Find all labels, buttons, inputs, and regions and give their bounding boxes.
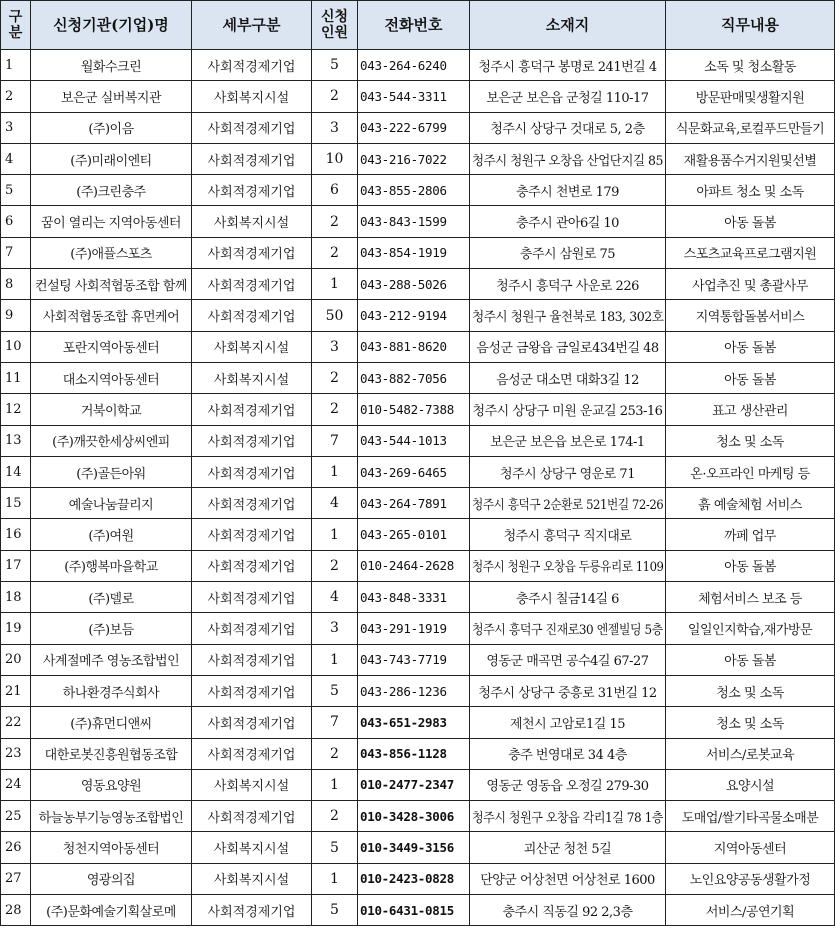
phone-number: 043-288-5026 <box>358 269 470 300</box>
location: 충주시 직동길 92 2,3층 <box>470 895 666 926</box>
table-row <box>1 143 835 174</box>
location: 청주시 흥덕구 봉명로 241번길 4 <box>470 50 666 81</box>
applicant-count: 2 <box>312 362 358 393</box>
duty-description: 까페 업무 <box>666 519 835 550</box>
applicant-count: 3 <box>312 112 358 143</box>
row-number: 24 <box>1 769 31 800</box>
phone-number: 043-216-7022 <box>358 143 470 174</box>
duty-description: 아동 돌봄 <box>666 206 835 237</box>
row-number: 6 <box>1 206 31 237</box>
category: 사회적경제기업 <box>192 550 312 581</box>
category: 사회복지시설 <box>192 331 312 362</box>
row-number: 7 <box>1 237 31 268</box>
phone-number: 010-3428-3006 <box>358 801 470 832</box>
category: 사회적경제기업 <box>192 895 312 926</box>
phone-number: 043-854-1919 <box>358 237 470 268</box>
location: 청주시 흥덕구 사운로 226 <box>470 269 666 300</box>
table-row <box>1 331 835 362</box>
org-name: 영동요양원 <box>31 769 192 800</box>
duty-description: 소독 및 청소활동 <box>666 50 835 81</box>
duty-description: 아파트 청소 및 소독 <box>666 175 835 206</box>
duty-description: 방문판매및생활지원 <box>666 81 835 112</box>
category: 사회적경제기업 <box>192 519 312 550</box>
applicant-count: 2 <box>312 550 358 581</box>
phone-number: 043-291-1919 <box>358 613 470 644</box>
duty-description: 아동 돌봄 <box>666 362 835 393</box>
phone-number: 043-264-6240 <box>358 50 470 81</box>
table-row <box>1 175 835 206</box>
applicant-count: 7 <box>312 425 358 456</box>
location: 청주시 청원구 율천북로 183, 302호 <box>470 300 666 331</box>
table-row <box>1 801 835 832</box>
row-number: 27 <box>1 863 31 894</box>
org-name: 청천지역아동센터 <box>31 832 192 863</box>
header-no: 구분 <box>1 1 31 50</box>
row-number: 8 <box>1 269 31 300</box>
org-name: 하나환경주식회사 <box>31 675 192 706</box>
applicant-count: 4 <box>312 582 358 613</box>
applicant-count: 5 <box>312 895 358 926</box>
category: 사회적경제기업 <box>192 394 312 425</box>
category: 사회적경제기업 <box>192 300 312 331</box>
duty-description: 지역통합돌봄서비스 <box>666 300 835 331</box>
phone-number: 043-265-0101 <box>358 519 470 550</box>
category: 사회적경제기업 <box>192 50 312 81</box>
applicant-count: 1 <box>312 644 358 675</box>
category: 사회복지시설 <box>192 863 312 894</box>
applicant-count: 50 <box>312 300 358 331</box>
duty-description: 서비스/공연기획 <box>666 895 835 926</box>
location: 음성군 금왕읍 금일로434번길 48 <box>470 331 666 362</box>
org-name: 꿈이 열리는 지역아동센터 <box>31 206 192 237</box>
applicant-count: 10 <box>312 143 358 174</box>
location: 청주시 청원구 오창읍 산업단지길 85 <box>470 143 666 174</box>
location: 청주시 상당구 미원 운교길 253-16 <box>470 394 666 425</box>
table-row <box>1 738 835 769</box>
row-number: 3 <box>1 112 31 143</box>
row-number: 13 <box>1 425 31 456</box>
category: 사회복지시설 <box>192 362 312 393</box>
category: 사회적경제기업 <box>192 613 312 644</box>
location: 충주시 삼원로 75 <box>470 237 666 268</box>
category: 사회적경제기업 <box>192 644 312 675</box>
duty-description: 흙 예술체험 서비스 <box>666 488 835 519</box>
duty-description: 요양시설 <box>666 769 835 800</box>
phone-number: 043-212-9194 <box>358 300 470 331</box>
header-row <box>1 1 835 50</box>
org-name: (주)행복마을학교 <box>31 550 192 581</box>
location: 청주시 흥덕구 2순환로 521번길 72-26 <box>470 488 666 519</box>
row-number: 22 <box>1 707 31 738</box>
location: 제천시 고암로1길 15 <box>470 707 666 738</box>
duty-description: 표고 생산관리 <box>666 394 835 425</box>
duty-description: 도매업/쌀기타곡물소매분 <box>666 801 835 832</box>
phone-number: 043-843-1599 <box>358 206 470 237</box>
table-row <box>1 582 835 613</box>
category: 사회적경제기업 <box>192 675 312 706</box>
category: 사회적경제기업 <box>192 582 312 613</box>
location: 영동군 매곡면 공수4길 67-27 <box>470 644 666 675</box>
table-row <box>1 237 835 268</box>
phone-number: 043-544-1013 <box>358 425 470 456</box>
row-number: 10 <box>1 331 31 362</box>
org-name: 대소지역아동센터 <box>31 362 192 393</box>
category: 사회적경제기업 <box>192 488 312 519</box>
applicant-count: 2 <box>312 81 358 112</box>
duty-description: 재활용품수거지원및선별 <box>666 143 835 174</box>
phone-number: 043-222-6799 <box>358 112 470 143</box>
row-number: 26 <box>1 832 31 863</box>
table-row <box>1 707 835 738</box>
org-name: 예술나눔끌리지 <box>31 488 192 519</box>
table-row <box>1 769 835 800</box>
applicant-count: 1 <box>312 519 358 550</box>
row-number: 11 <box>1 362 31 393</box>
row-number: 17 <box>1 550 31 581</box>
table-row <box>1 394 835 425</box>
category: 사회적경제기업 <box>192 707 312 738</box>
org-name: 포란지역아동센터 <box>31 331 192 362</box>
duty-description: 체험서비스 보조 등 <box>666 582 835 613</box>
phone-number: 010-3449-3156 <box>358 832 470 863</box>
header-duty: 직무내용 <box>666 1 835 50</box>
org-name: (주)문화예술기획살로메 <box>31 895 192 926</box>
category: 사회적경제기업 <box>192 175 312 206</box>
row-number: 15 <box>1 488 31 519</box>
row-number: 19 <box>1 613 31 644</box>
phone-number: 043-286-1236 <box>358 675 470 706</box>
row-number: 4 <box>1 143 31 174</box>
table-row <box>1 895 835 926</box>
row-number: 14 <box>1 456 31 487</box>
org-name: 거북이학교 <box>31 394 192 425</box>
phone-number: 043-856-1128 <box>358 738 470 769</box>
phone-number: 010-2464-2628 <box>358 550 470 581</box>
row-number: 12 <box>1 394 31 425</box>
phone-number: 043-544-3311 <box>358 81 470 112</box>
applicant-count: 1 <box>312 863 358 894</box>
location: 괴산군 청천 5길 <box>470 832 666 863</box>
duty-description: 청소 및 소독 <box>666 675 835 706</box>
applicant-count: 2 <box>312 801 358 832</box>
org-name: (주)보듬 <box>31 613 192 644</box>
applicant-count: 5 <box>312 832 358 863</box>
category: 사회복지시설 <box>192 81 312 112</box>
org-name: (주)미래이엔티 <box>31 143 192 174</box>
location: 영동군 영동읍 오정길 279-30 <box>470 769 666 800</box>
table-row <box>1 550 835 581</box>
org-name: 보은군 실버복지관 <box>31 81 192 112</box>
applicant-count: 2 <box>312 206 358 237</box>
category: 사회복지시설 <box>192 832 312 863</box>
org-name: 하늘농부기능영농조합법인 <box>31 801 192 832</box>
duty-description: 아동 돌봄 <box>666 550 835 581</box>
location: 청주시 청원구 오창읍 각리1길 78 1층 <box>470 801 666 832</box>
applicant-count: 2 <box>312 738 358 769</box>
phone-number: 043-269-6465 <box>358 456 470 487</box>
duty-description: 청소 및 소독 <box>666 707 835 738</box>
phone-number: 010-2477-2347 <box>358 769 470 800</box>
applicant-count: 7 <box>312 707 358 738</box>
phone-number: 043-881-8620 <box>358 331 470 362</box>
table-row <box>1 832 835 863</box>
location: 충주시 관아6길 10 <box>470 206 666 237</box>
table-row <box>1 425 835 456</box>
table-row <box>1 81 835 112</box>
location: 청주시 청원구 오창읍 두릉유리로 1109 <box>470 550 666 581</box>
duty-description: 일일인지학습,재가방문 <box>666 613 835 644</box>
row-number: 2 <box>1 81 31 112</box>
phone-number: 043-651-2983 <box>358 707 470 738</box>
phone-number: 043-264-7891 <box>358 488 470 519</box>
duty-description: 사업추진 및 총괄사무 <box>666 269 835 300</box>
applicant-count: 1 <box>312 269 358 300</box>
row-number: 5 <box>1 175 31 206</box>
org-name: 컨설팅 사회적협동조합 함께 <box>31 269 192 300</box>
applicant-count: 5 <box>312 50 358 81</box>
org-name: (주)델로 <box>31 582 192 613</box>
table-row <box>1 675 835 706</box>
applicant-count: 6 <box>312 175 358 206</box>
row-number: 25 <box>1 801 31 832</box>
phone-number: 010-6431-0815 <box>358 895 470 926</box>
applicant-count: 4 <box>312 488 358 519</box>
header-count: 신청인원 <box>312 1 358 50</box>
table-row <box>1 269 835 300</box>
applicant-count: 1 <box>312 769 358 800</box>
org-name: (주)애플스포츠 <box>31 237 192 268</box>
location: 보은군 보은읍 보은로 174-1 <box>470 425 666 456</box>
row-number: 23 <box>1 738 31 769</box>
category: 사회적경제기업 <box>192 269 312 300</box>
table-row <box>1 644 835 675</box>
org-name: 월화수크린 <box>31 50 192 81</box>
location: 충주 번영대로 34 4층 <box>470 738 666 769</box>
category: 사회적경제기업 <box>192 456 312 487</box>
location: 충주시 천변로 179 <box>470 175 666 206</box>
org-name: 영광의집 <box>31 863 192 894</box>
table-row <box>1 519 835 550</box>
row-number: 16 <box>1 519 31 550</box>
org-name: 사계절메주 영농조합법인 <box>31 644 192 675</box>
org-name: (주)여원 <box>31 519 192 550</box>
header-category: 세부구분 <box>192 1 312 50</box>
phone-number: 043-743-7719 <box>358 644 470 675</box>
applicant-count: 2 <box>312 394 358 425</box>
duty-description: 지역아동센터 <box>666 832 835 863</box>
phone-number: 043-855-2806 <box>358 175 470 206</box>
table-row <box>1 613 835 644</box>
org-name: (주)골든아워 <box>31 456 192 487</box>
location: 청주시 상당구 것대로 5, 2층 <box>470 112 666 143</box>
location: 충주시 칠금14길 6 <box>470 582 666 613</box>
duty-description: 노인요양공동생활가정 <box>666 863 835 894</box>
phone-number: 043-848-3331 <box>358 582 470 613</box>
category: 사회적경제기업 <box>192 112 312 143</box>
row-number: 18 <box>1 582 31 613</box>
location: 청주시 상당구 영운로 71 <box>470 456 666 487</box>
duty-description: 식문화교육,로컬푸드만들기 <box>666 112 835 143</box>
table-row <box>1 362 835 393</box>
location: 보은군 보은읍 군청길 110-17 <box>470 81 666 112</box>
row-number: 28 <box>1 895 31 926</box>
category: 사회적경제기업 <box>192 738 312 769</box>
header-org: 신청기관(기업)명 <box>31 1 192 50</box>
applicant-count: 2 <box>312 237 358 268</box>
table-row <box>1 863 835 894</box>
duty-description: 아동 돌봄 <box>666 644 835 675</box>
category: 사회적경제기업 <box>192 237 312 268</box>
category: 사회적경제기업 <box>192 801 312 832</box>
location: 청주시 흥덕구 직지대로 <box>470 519 666 550</box>
row-number: 21 <box>1 675 31 706</box>
location: 청주시 흥덕구 진재로30 엔젤빌딩 5층 <box>470 613 666 644</box>
phone-number: 010-5482-7388 <box>358 394 470 425</box>
header-location: 소재지 <box>470 1 666 50</box>
category: 사회복지시설 <box>192 206 312 237</box>
org-name: 대한로봇진흥원협동조합 <box>31 738 192 769</box>
applicant-count: 3 <box>312 613 358 644</box>
location: 음성군 대소면 대화3길 12 <box>470 362 666 393</box>
table-row <box>1 456 835 487</box>
org-name: (주)깨끗한세상씨엔피 <box>31 425 192 456</box>
applicant-count: 3 <box>312 331 358 362</box>
table-row <box>1 50 835 81</box>
row-number: 1 <box>1 50 31 81</box>
category: 사회복지시설 <box>192 769 312 800</box>
applicant-count: 1 <box>312 456 358 487</box>
org-name: (주)휴먼디앤씨 <box>31 707 192 738</box>
table-row <box>1 112 835 143</box>
category: 사회적경제기업 <box>192 143 312 174</box>
org-name: (주)이음 <box>31 112 192 143</box>
duty-description: 온·오프라인 마케팅 등 <box>666 456 835 487</box>
table-row <box>1 206 835 237</box>
row-number: 20 <box>1 644 31 675</box>
header-phone: 전화번호 <box>358 1 470 50</box>
duty-description: 스포츠교육프로그램지원 <box>666 237 835 268</box>
duty-description: 청소 및 소독 <box>666 425 835 456</box>
duty-description: 아동 돌봄 <box>666 331 835 362</box>
duty-description: 서비스/로봇교육 <box>666 738 835 769</box>
table-row <box>1 300 835 331</box>
applicant-count: 5 <box>312 675 358 706</box>
phone-number: 043-882-7056 <box>358 362 470 393</box>
location: 청주시 상당구 중흥로 31번길 12 <box>470 675 666 706</box>
phone-number: 010-2423-0828 <box>358 863 470 894</box>
table-row <box>1 488 835 519</box>
org-name: (주)크린충주 <box>31 175 192 206</box>
org-name: 사회적협동조합 휴먼케어 <box>31 300 192 331</box>
category: 사회적경제기업 <box>192 425 312 456</box>
location: 단양군 어상천면 어상천로 1600 <box>470 863 666 894</box>
row-number: 9 <box>1 300 31 331</box>
